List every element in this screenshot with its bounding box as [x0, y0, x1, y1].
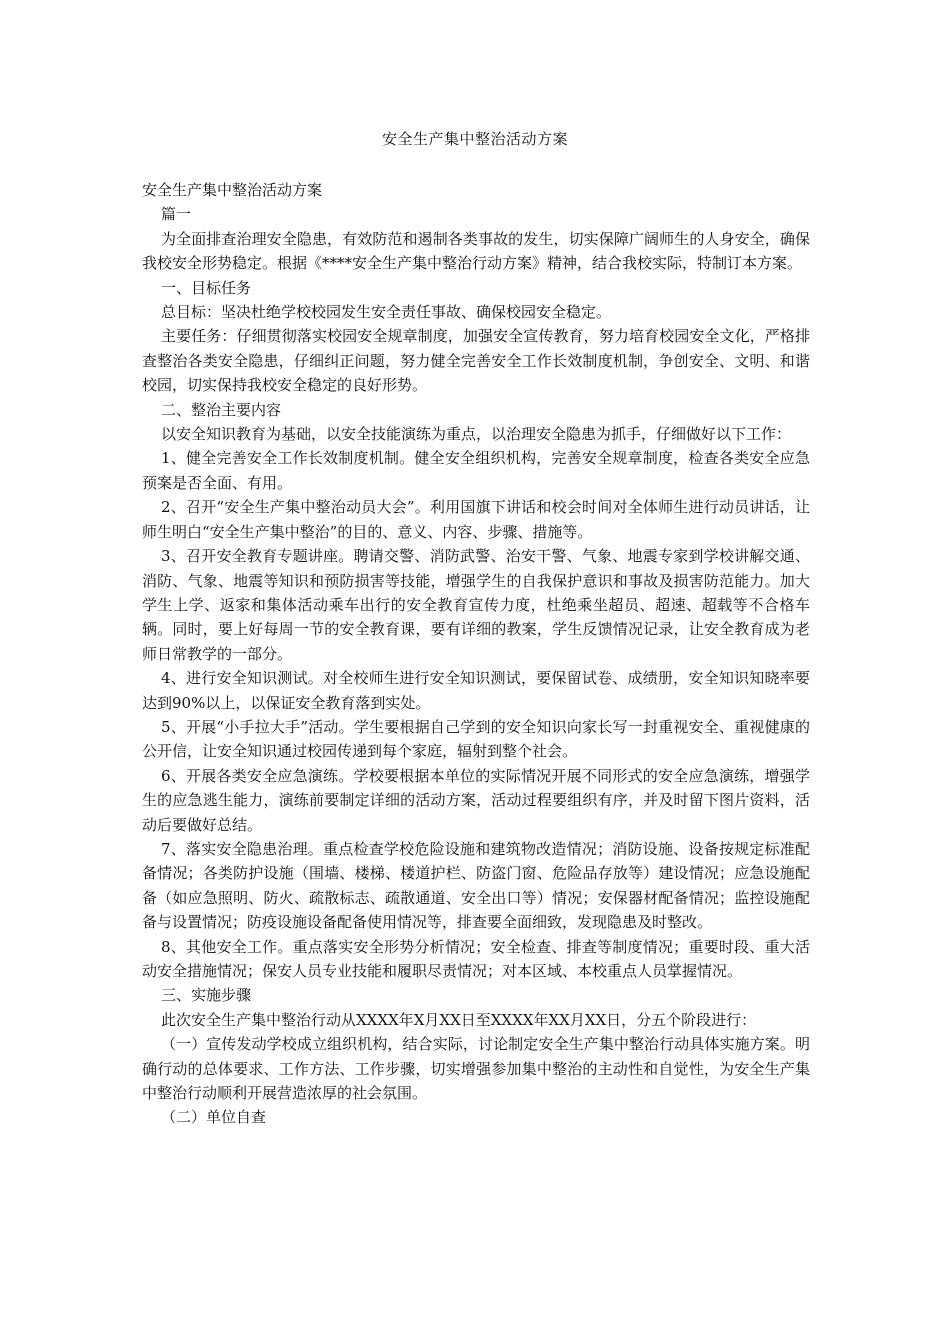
paragraph: 为全面排查治理安全隐患，有效防范和遏制各类事故的发生，切实保障广阔师生的人身安全，确保我校安全形势稳定。根据《****安全生产集中整治行动方案》精神，结合我校实际，特制订本方案。 [142, 229, 810, 273]
list-item: 8、其他安全工作。重点落实安全形势分析情况；安全检查、排查等制度情况；重要时段、重大活动安全措施情况；保安人员专业技能和履职尽责情况；对本区域、本校重点人员掌握情况。 [142, 937, 810, 980]
list-item: 4、进行安全知识测试。对全校师生进行安全知识测试，要保留试卷、成绩册，安全知识知晓率要达到90%以上，以保证安全教育落到实处。 [142, 669, 810, 712]
subsection-heading: （二）单位自查 [161, 1108, 267, 1127]
list-item: 2、召开“安全生产集中整治动员大会”。利用国旗下讲话和校会时间对全体师生进行动员讲话，让师生明白“安全生产集中整治”的目的、意义、内容、步骤、措施等。 [142, 498, 810, 541]
section-heading: 一、目标任务 [161, 278, 252, 297]
page-title: 安全生产集中整治活动方案 [381, 130, 568, 148]
list-item: 3、召开安全教育专题讲座。聘请交警、消防武警、治安干警、气象、地震专家到学校讲解交通、消防、气象、地震等知识和预防损害等技能，增强学生的自我保护意识和事故及损害防范能力。加大学生上学、返家和集体活动乘车出行的安全教育宣传力度，杜绝乘坐超员、超速、超载等不合格车辆。同时，要上好每周一节的安全教育课，要有详细的教案，学生反馈情况记录，让安全教育成为老师日常教学的一部分。 [142, 547, 810, 663]
paragraph: （一）宣传发动学校成立组织机构，结合实际，讨论制定安全生产集中整治行动具体实施方案。明确行动的总体要求、工作方法、工作步骤，切实增强参加集中整治的主动性和自觉性，为安全生产集中整治行动顺利开展营造浓厚的社会氛围。 [142, 1035, 810, 1103]
document-body [142, 178, 810, 1130]
section-heading: 二、整治主要内容 [161, 400, 282, 419]
list-item: 1、健全完善安全工作长效制度机制。健全安全组织机构，完善安全规章制度，检查各类安全应急预案是否全面、有用。 [142, 449, 810, 492]
paragraph-part-label: 篇一 [161, 205, 192, 224]
list-item: 5、开展“小手拉大手”活动。学生要根据自己学到的安全知识向家长写一封重视安全、重视健康的公开信，让安全知识通过校园传递到每个家庭，辐射到整个社会。 [142, 717, 810, 761]
paragraph: 此次安全生产集中整治行动从XXXX年X月XX日至XXXX年XX月XX日，分五个阶段进行： [161, 1010, 757, 1029]
paragraph: 以安全知识教育为基础，以安全技能演练为重点，以治理安全隐患为抓手，仔细做好以下工作： [161, 425, 792, 444]
paragraph: 主要任务：仔细贯彻落实校园安全规章制度，加强安全宣传教育，努力培育校园安全文化，严格排查整治各类安全隐患，仔细纠正问题，努力健全完善安全工作长效制度机制，争创安全、文明、和谐校园，切实保持我校安全稳定的良好形势。 [142, 327, 810, 395]
list-item: 7、落实安全隐患治理。重点检查学校危险设施和建筑物改造情况；消防设施、设备按规定标准配备情况；各类防护设施（围墙、楼梯、楼道护栏、防盗门窗、危险品存放等）建设情况；应急设施配备（如应急照明、防火、疏散标志、疏散通道、安全出口等）情况；安保器材配备情况；监控设施配备与设置情况；防疫设施设备配备使用情况等，排查要全面细致，发现隐患及时整改。 [142, 839, 810, 932]
paragraph: 总目标：坚决杜绝学校校园发生安全责任事故、确保校园安全稳定。 [161, 303, 612, 322]
list-item: 6、开展各类安全应急演练。学校要根据本单位的实际情况开展不同形式的安全应急演练，增强学生的应急逃生能力，演练前要制定详细的活动方案，活动过程要组织有序，并及时留下图片资料，活动后要做好总结。 [142, 766, 810, 834]
paragraph-doc-heading: 安全生产集中整治活动方案 [142, 181, 323, 199]
section-heading: 三、实施步骤 [161, 986, 252, 1005]
